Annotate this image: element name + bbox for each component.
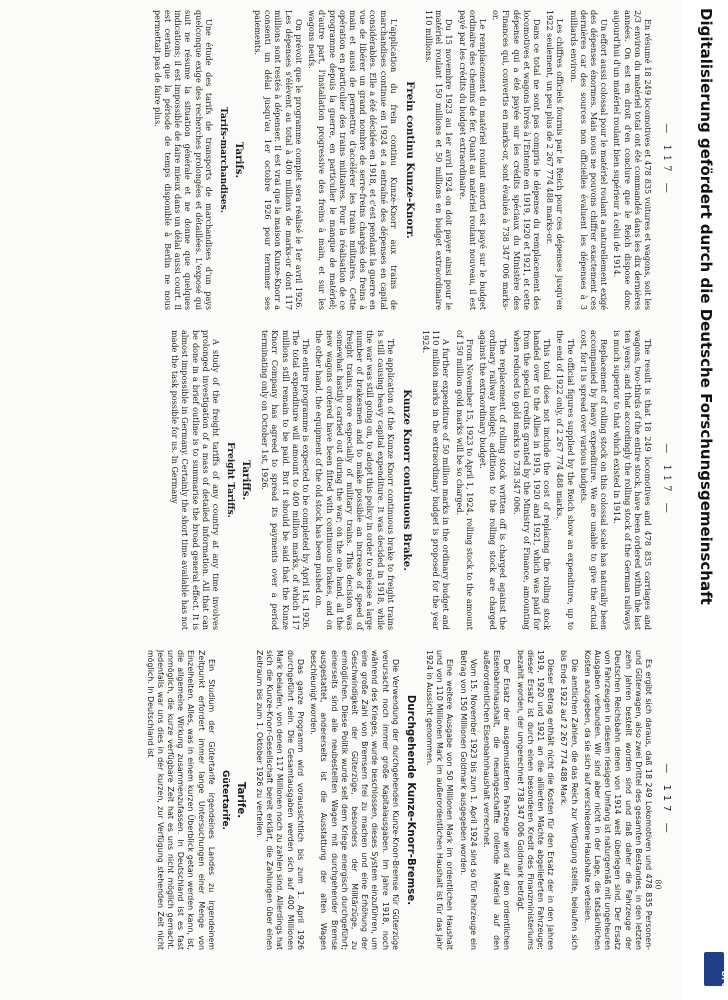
paragraph: L'application du frein continu Kunze-Knorr aux trains de marchandises continue en 1924 et a entraîné des dépenses en capital considérables. Elle a été décidée en 1918, et c'est pendant la guerre en vue de libérer un grand nombre de serre-freins chargés des freins à main et aussi de permettre d'accélérer les trains militaires. Cette opération en particulier des trains militaires. Pour la réalisation de ce programme depuis la guerre, en particulier le manque de matériel; d'autre part, l'installation progressive des freins à main, et sur les wagons neufs. bbox=[307, 10, 399, 310]
paragraph: Ein Studium der Gütertarife irgendeines Landes zu irgendeinem Zeitpunkt erfordert immer lange Untersuchungen einer Menge von Einzelheiten. Alles, was in einem kurzen Überblick getan werden kann, ist, die allgemeine Wirkung zusammenzufassen. In Deutschland ist es fast unmöglich, die kurze verfügbare Zeit hat es uns nicht möglich gemacht. Jedenfalls war uns dies in der kurzen, zur Verfügung stehenden Zeit nicht möglich. In Deutschland ist bbox=[145, 650, 216, 950]
paragraph: Une étude des tarifs de transports de marchandises d'un pays quelconque exige des recherches prolongées et détaillées. L'exposé qui suit ne résume la situation générale et ne donne que quelques indications; il est impossible de faire mieux dans un délai aussi court. Il est certain que la période de temps disponible à Berlin ne nous permettait pas de faire plus. bbox=[152, 10, 214, 310]
paragraph: Replacement of rolling stock on this colossal scale has naturally been accompanied by heavy expenditure. We are unable to give the actual cost, for it is spread over various budgets. bbox=[578, 330, 610, 630]
section-heading: Durchgehende Kunze-Knorr-Bremse. bbox=[404, 694, 416, 906]
paragraph: Le remplacement du matériel roulant amorti est payé sur le budget ordinaire des chemins de fer. Quant au matériel roulant nouveau, il est payé par les crédits du budget extraordinaire. bbox=[457, 10, 488, 310]
section-heading: Tarifs. bbox=[232, 141, 245, 179]
paragraph: Der Ersatz der ausgemusterten Fahrzeuge wird auf den ordentlichen Eisenbahnhaushalt, die neuangeschaffte rollende Material auf den außerordentlichen Eisenbahnhaushalt verrechnet. bbox=[481, 650, 512, 950]
section-subheading: Freight Tariffs. bbox=[225, 442, 236, 518]
section-subheading: Tarifs-marchandises. bbox=[217, 107, 228, 213]
paragraph: The official figures supplied by the Reich show an expenditure, up to the end of 1922 only, of 2 267 774 488 marks. bbox=[555, 330, 576, 630]
page-number: — 117 — bbox=[661, 123, 672, 197]
paragraph: Un effort aussi colossal pour le matériel roulant a naturellement exigé des dépenses énormes. Mais nous ne pouvons chiffrer exactement ces dernières car des sources non officielles évaluent les dépenses à 3 milliards environ. bbox=[568, 10, 610, 310]
paragraph: From November 15, 1923 to April 1, 1924, rolling stock to the amount of 150 million gold marks will be so charged. bbox=[454, 330, 475, 630]
margin-page-number: 80 bbox=[653, 879, 663, 890]
page-number: — 117 — bbox=[661, 763, 672, 837]
section-heading: Frein continu Kunze-Knorr. bbox=[403, 81, 416, 239]
dfg-logo bbox=[704, 952, 728, 989]
paragraph: Dans ce total ne sont pas compris le dépense du remplacement des locomotives et wagons livrés à l'Entente en 1919, 1920 et 1921, et cette dépense qui a été payée sur les crédits spéciaux du Ministère des Finances qui, convertis en marks-or, sont évalués à 738 347 006 marks-or. bbox=[491, 10, 542, 310]
paragraph: The replacement of rolling stock written off is charged against the ordinary railway budget; additions to the rolling stock are charged against the extraordinary budget. bbox=[477, 330, 509, 630]
digitization-notice-text: Digitalisierung gefördert durch die Deutsche Forschungsgemeinschaft bbox=[697, 8, 715, 605]
paragraph: A study of the freight tariffs of any country at any time involves prolonged investigation of a mass of detailed information. All that can be done in a brief outline is to summarise the broad general effect. It is almost impossible in Germany. Certainly the short time available has not made the task possible for us. In Germany bbox=[170, 330, 222, 630]
paragraph: Die amtlichen Zahlen, die das Reich zur Verfügung stellte, belaufen sich bis Ende 1922 auf 2 267 774 488 Mark. bbox=[559, 650, 579, 950]
french-column bbox=[17, 10, 672, 310]
german-column bbox=[17, 650, 672, 950]
english-column bbox=[17, 330, 672, 630]
paragraph: Du 15 novembre 1923 au 1er avril 1924 on doit payer ainsi pour le matériel roulant 150 millions et 50 millions en budget extraordinaire 110 millions. bbox=[423, 10, 455, 310]
paragraph: Vom 15. November 1923 bis zum 1. April 1924 sind so für Fahrzeuge ein Betrag von 150 Millionen Goldmark ausgegeben worden. bbox=[458, 650, 478, 950]
paragraph: Dieser Betrag enthält nicht die Kosten für den Ersatz der in den Jahren 1919, 1920 und 1921 an die alliierten Mächte abgelieferten Fahrzeuge; dieser Ersatz ist durch einen besonderen Kredit des Finanzministeriums bezahlt worden, der umgerechnet 738 347 006 Goldmark beträgt. bbox=[515, 650, 556, 950]
paragraph: Eine weitere Ausgabe von 50 Millionen Mark im ordentlichen Haushalt und von 110 Millionen Mark im außerordentlichen Haushalt ist für das Jahr 1924 in Aussicht genommen. bbox=[424, 650, 455, 950]
paragraph: Das ganze Programm wird voraussichtlich bis zum 1. April 1926 durchgeführt sein. Die Gesamtausgaben werden sich auf 400 Millionen Mark belaufen, von denen 117 Millionen noch zu zahlen sind. Allerdings hat sich die Kunze-Knorr-Gesellschaft bereit erklärt, die Zahlungen über einen Zeitraum bis zum 1. Oktober 1926 zu verteilen. bbox=[255, 650, 305, 950]
paragraph: This total does not include the cost of replacing the rolling stock handed over to the Allies in 1919, 1920 and 1921, which was paid for from the special credits granted by the Ministry of Finance, amounting when reduced to gold marks to 738 347 006. bbox=[511, 330, 553, 630]
paragraph: En résumé 18 249 locomotives et 478 835 voitures et wagons, soit les 2/3 environ du matériel total ont été commandés dans les dix dernières années. On est en droit d'en conclure que le Reich dispose donc aujourd'hui d'un matériel roulant bien supérieur à celui de 1914. bbox=[612, 10, 653, 310]
section-heading: Tarife. bbox=[234, 781, 246, 819]
paragraph: Die Verwendung der durchgehenden Kunze-Knorr-Bremse für Güterzüge verursacht noch immer große Kapitalausgaben. Im Jahre 1918, noch während des Krieges, wurde beschlossen, dieses System einzuführen, um eine große Zahl von Bremsern frei zu machen und eine Erhöhung der Geschwindigkeit der Güterzüge, besonders der Militärzüge, zu ermöglichen. Diese Politik wurde seit dem Kriege energisch durchgeführt; einerseits sind alle neubestellten Wagen mit durchgehender Bremse ausgestattet, andererseits ist die Ausstattung der alten Wagen beschleunigt worden. bbox=[309, 650, 400, 950]
section-heading: Kunze Knorr continuous Brake. bbox=[400, 389, 413, 571]
paragraph: On prévoit que le programme complet sera réalisé le 1er avril 1926. Les dépenses s'élèvent au total à 400 millions de marks-or dont 117 millions sont restés à dépenser. Il est vrai que la maison Kunze-Knorr a consenti un délai jusqu'au 1er octobre 1926 pour terminer ses paiements. bbox=[253, 10, 304, 310]
paragraph: The entire programme is expected to be completed by April 1st, 1926. The total expenditure will amount to 400 million marks, of which 117 millions still remain to be paid. But it should be said that the Kunze Knorr Company has agreed to spread its payments over a period terminating only on October 1st, 1926. bbox=[260, 330, 312, 630]
dfg-logo-text: DFG bbox=[720, 971, 728, 989]
section-subheading: Gütertarife. bbox=[219, 770, 230, 830]
section-heading: Tariffs. bbox=[240, 459, 253, 501]
page-number: — 117 — bbox=[661, 443, 672, 517]
paragraph: The result is that 18 249 locomotives and 478 835 carriages and wagons, two-thirds of the entire stock, have been ordered within the last ten years; and that accordingly the rolling stock of the German railways is much superior to that which existed in 1914. bbox=[612, 330, 653, 630]
paragraph: Es ergibt sich daraus, daß 18 249 Lokomotiven und 478 835 Personen- und Güterwagen, also zwei Drittel des gesamten Bestandes, in den letzten zehn Jahren bestellt worden sind und daß daher die Fahrzeuge der Deutschen Reichsbahn denen von 1914 weit überlegen sind. Der Ersatz von Fahrzeugen in diesem riesigen Umfang ist naturgemäß mit ungeheuren Ausgaben verbunden. Wir sind aber nicht in der Lage, die tatsächlichen Kosten anzugeben, da sie sich auf verschiedene Haushalte verteilen. bbox=[582, 650, 653, 950]
paragraph: A further expenditure of 50 million marks in the ordinary budget and 110 million marks in the extraordinary budget is proposed for the year 1924. bbox=[420, 330, 452, 630]
paragraph: Les chiffres officiels fournis par le Reich pour ces dépenses jusqu'en 1922 seulement, un peu plus de 2 267 774 488 marks-or. bbox=[545, 10, 566, 310]
paragraph: The application of the Kunze Knorr continuous brake to freight trains is still causing heavy capital expenditure. It was decided in 1918, while the war was still going on, to adopt this policy in order to release a large number of brakesmen and to make possible an increase of speed of freight trains, more especially of military trains. This decision was somewhat hastily carried out during the war; on the one hand, all the new wagons ordered have been fitted with continuous brakes, and on the other hand, the equipment of the old stock has been pushed on. bbox=[314, 330, 396, 630]
